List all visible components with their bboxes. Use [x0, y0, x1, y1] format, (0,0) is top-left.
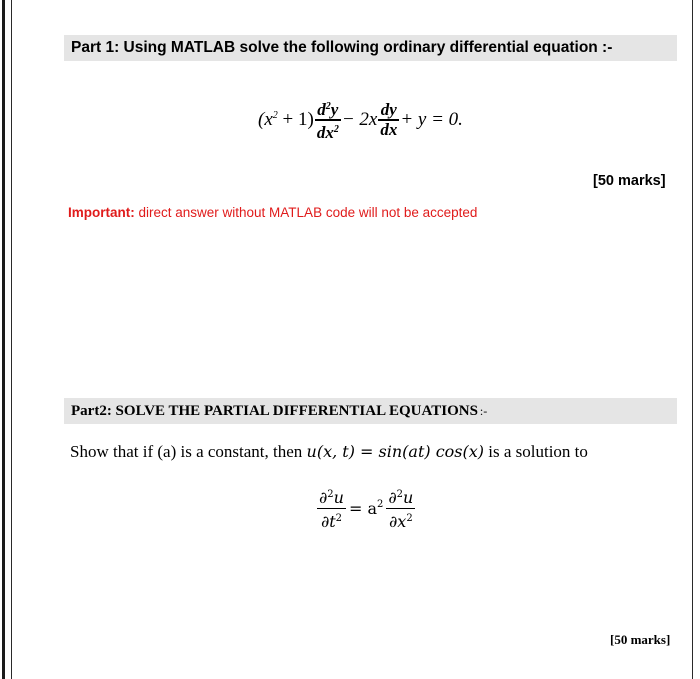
- ode-lead: $(x^2 + 1)$: [258, 109, 314, 130]
- pde-equation: [316, 484, 416, 532]
- ode-middle: − 2x: [341, 109, 378, 130]
- part2-heading: [64, 398, 677, 424]
- page-border-right: [692, 0, 693, 679]
- ode-first-derivative: $\frac{dy}{dx}$: [380, 100, 398, 139]
- pde-equals: = $a^2$: [348, 498, 384, 518]
- statement-prefix: Show that if (a) is a constant, then: [70, 442, 307, 461]
- pde-rhs: $\frac{\partial^2u}{\partial x^2}$: [388, 487, 414, 531]
- important-note: [68, 205, 477, 220]
- statement-function: u(x, t) = sin(at) cos(x): [306, 442, 485, 461]
- part2-statement: [70, 442, 588, 462]
- part2-marks: [50 marks]: [610, 632, 671, 647]
- important-text: direct answer without MATLAB code will not be accepted: [134, 205, 478, 220]
- ode-second-derivative: $\frac{d^2y}{dx^2}$: [316, 100, 339, 142]
- part2-heading-text: Part2: SOLVE THE PARTIAL DIFFERENTIAL EQUATIONS: [71, 402, 478, 419]
- part1-marks: [50 marks]: [593, 173, 666, 189]
- page-border-left-thick: [2, 0, 5, 679]
- part2-heading-trail: :-: [479, 403, 488, 418]
- statement-suffix: is a solution to: [484, 442, 588, 461]
- part1-heading-text: Part 1: Using MATLAB solve the following ordinary differential equation :-: [71, 39, 613, 56]
- ode-equation: [258, 100, 463, 140]
- important-label: Important:: [68, 205, 135, 220]
- page-border-left-thin: [11, 0, 12, 679]
- ode-tail: + y = 0.: [400, 109, 463, 130]
- part1-heading: [64, 35, 677, 61]
- pde-lhs: $\frac{\partial^2u}{\partial t^2}$: [319, 487, 344, 531]
